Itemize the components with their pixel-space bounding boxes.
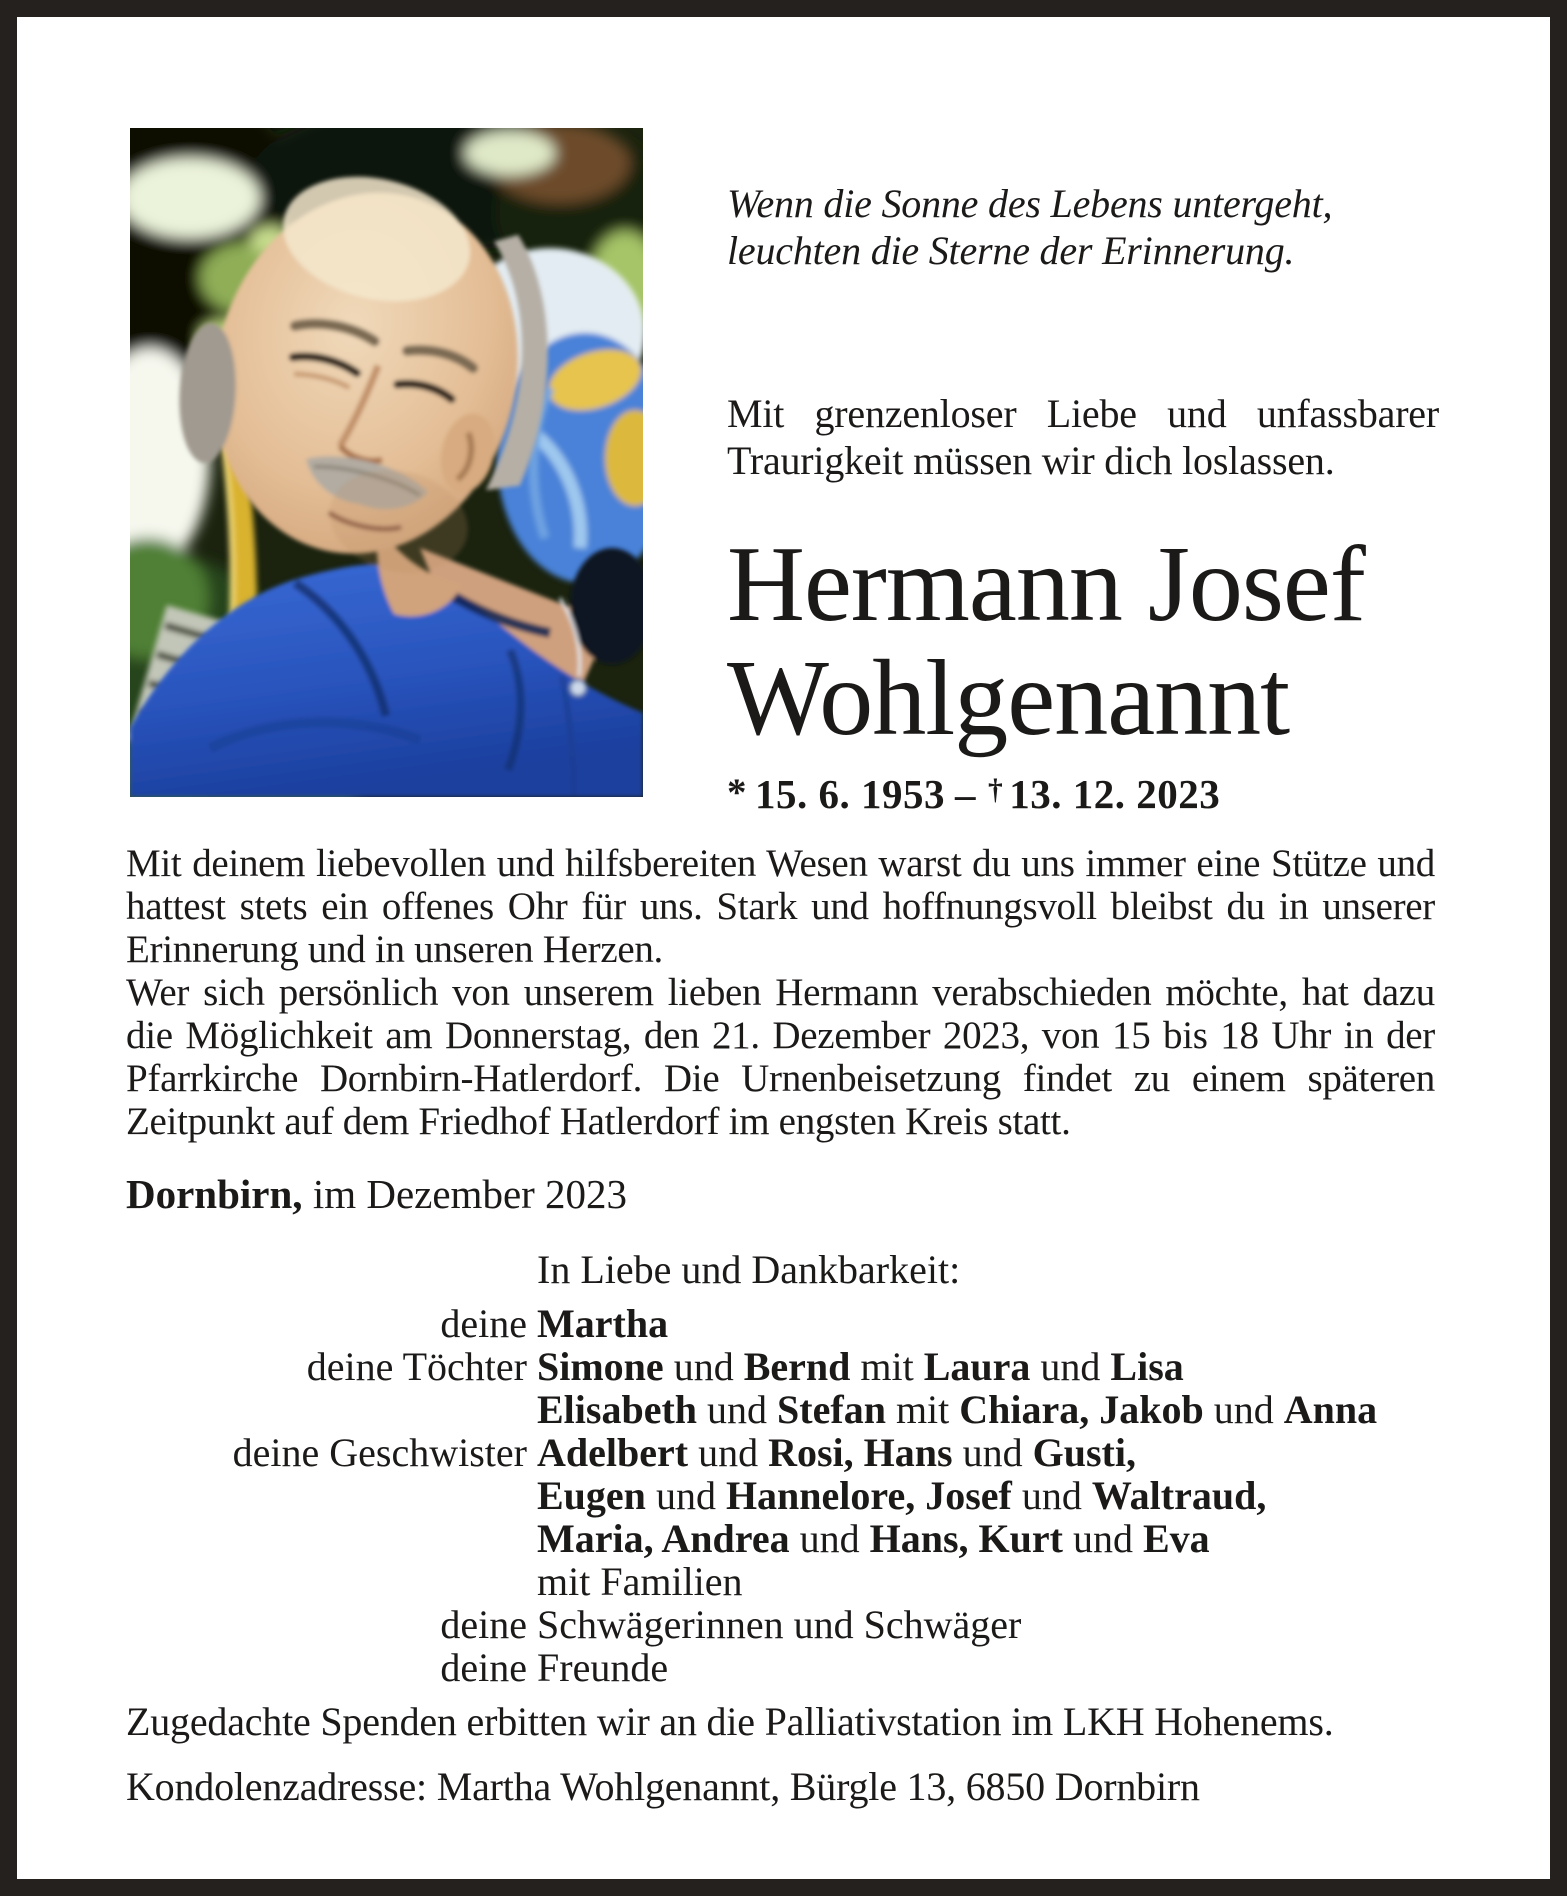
life-dates	[727, 770, 1439, 818]
obituary-paragraph-2: Wer sich persönlich von unserem lieben Hermann verabschieden möchte, hat dazu die Möglichkeit am Donnerstag, den 21. Dezember 2023, von 15 bis 18 Uhr in der Pfarrkirche Dornbirn-Hatlerdorf. Die Urnenbeisetzung findet zu einem späteren Zeitpunkt auf dem Friedhof Hatlerdorf im engsten Kreis statt.	[126, 971, 1435, 1143]
mourner-row-siblings-3	[126, 1515, 1377, 1561]
mourner-label	[126, 1515, 527, 1558]
mourner-row-in-laws	[126, 1601, 1377, 1647]
mourner-names: Martha	[537, 1301, 669, 1346]
donation-note: Zugedachte Spenden erbitten wir an die Palliativstation im LKH Hohenems.	[126, 1699, 1334, 1744]
birth-symbol: *	[727, 770, 747, 814]
mourner-names: Elisabeth und Stefan mit Chiara, Jakob und Anna	[537, 1387, 1378, 1432]
intro-text: Mit grenzenloser Liebe und unfassbarer Traurigkeit müssen wir dich loslassen.	[727, 391, 1439, 483]
mourner-row-friends	[126, 1644, 1377, 1690]
closing-heading: In Liebe und Dankbarkeit:	[537, 1247, 961, 1292]
mourner-label: deine Töchter	[306, 1344, 527, 1389]
mourner-names: Schwägerinnen und Schwäger	[537, 1602, 1022, 1647]
mourner-row-daughters	[126, 1343, 1377, 1389]
deceased-name	[727, 525, 1439, 758]
mourner-label: deine	[440, 1602, 527, 1647]
dateline-date: im Dezember 2023	[302, 1171, 628, 1217]
mourner-names: Simone und Bernd mit Laura und Lisa	[537, 1344, 1184, 1389]
dates-separator: –	[954, 771, 976, 817]
mourners-list	[126, 1300, 1378, 1690]
mourner-label: deine	[440, 1645, 527, 1690]
mourner-label	[126, 1472, 527, 1515]
mourner-names: Adelbert und Rosi, Hans und Gusti,	[537, 1430, 1136, 1475]
mourner-names: Eugen und Hannelore, Josef und Waltraud,	[537, 1473, 1267, 1518]
mourner-names: Freunde	[537, 1645, 669, 1690]
mourner-label: deine Geschwister	[232, 1430, 527, 1475]
mourner-row-siblings-2	[126, 1472, 1377, 1518]
deceased-name-line-2: Wohlgenannt	[727, 639, 1290, 758]
mourner-label: deine	[440, 1301, 527, 1346]
portrait-photo-illustration	[130, 128, 643, 797]
mourner-row-daughters-2	[126, 1386, 1378, 1432]
death-date: 13. 12. 2023	[1009, 771, 1221, 817]
memorial-quote	[727, 180, 1439, 274]
dateline	[126, 1170, 627, 1218]
condolence-note: Kondolenzadresse: Martha Wohlgenannt, Bürgle 13, 6850 Dornbirn	[126, 1764, 1200, 1809]
obituary-paragraph-1: Mit deinem liebevollen und hilfsbereiten Wesen warst du uns immer eine Stütze und hattest stets ein offenes Ohr für uns. Stark und hoffnungsvoll bleibst du in unserer Erinnerung und in unseren Herzen.	[126, 842, 1435, 971]
dateline-place: Dornbirn,	[126, 1171, 303, 1217]
mourner-row-families	[126, 1558, 1377, 1604]
mourner-label	[126, 1386, 527, 1429]
birth-date: 15. 6. 1953	[754, 771, 945, 817]
portrait-photo	[130, 128, 643, 797]
header-column	[727, 130, 1439, 818]
quote-line-2: leuchten die Sterne der Erinnerung.	[727, 228, 1295, 273]
mourner-names: mit Familien	[537, 1559, 743, 1604]
mourner-names: Maria, Andrea und Hans, Kurt und Eva	[537, 1516, 1210, 1561]
death-symbol: †	[987, 773, 1004, 806]
quote-line-1: Wenn die Sonne des Lebens untergeht,	[727, 181, 1333, 226]
obituary-body	[126, 842, 1435, 1143]
mourner-label	[126, 1558, 527, 1601]
mourner-row-wife	[126, 1300, 1377, 1346]
mourner-row-siblings	[126, 1429, 1377, 1475]
deceased-name-line-1: Hermann Josef	[727, 525, 1365, 644]
